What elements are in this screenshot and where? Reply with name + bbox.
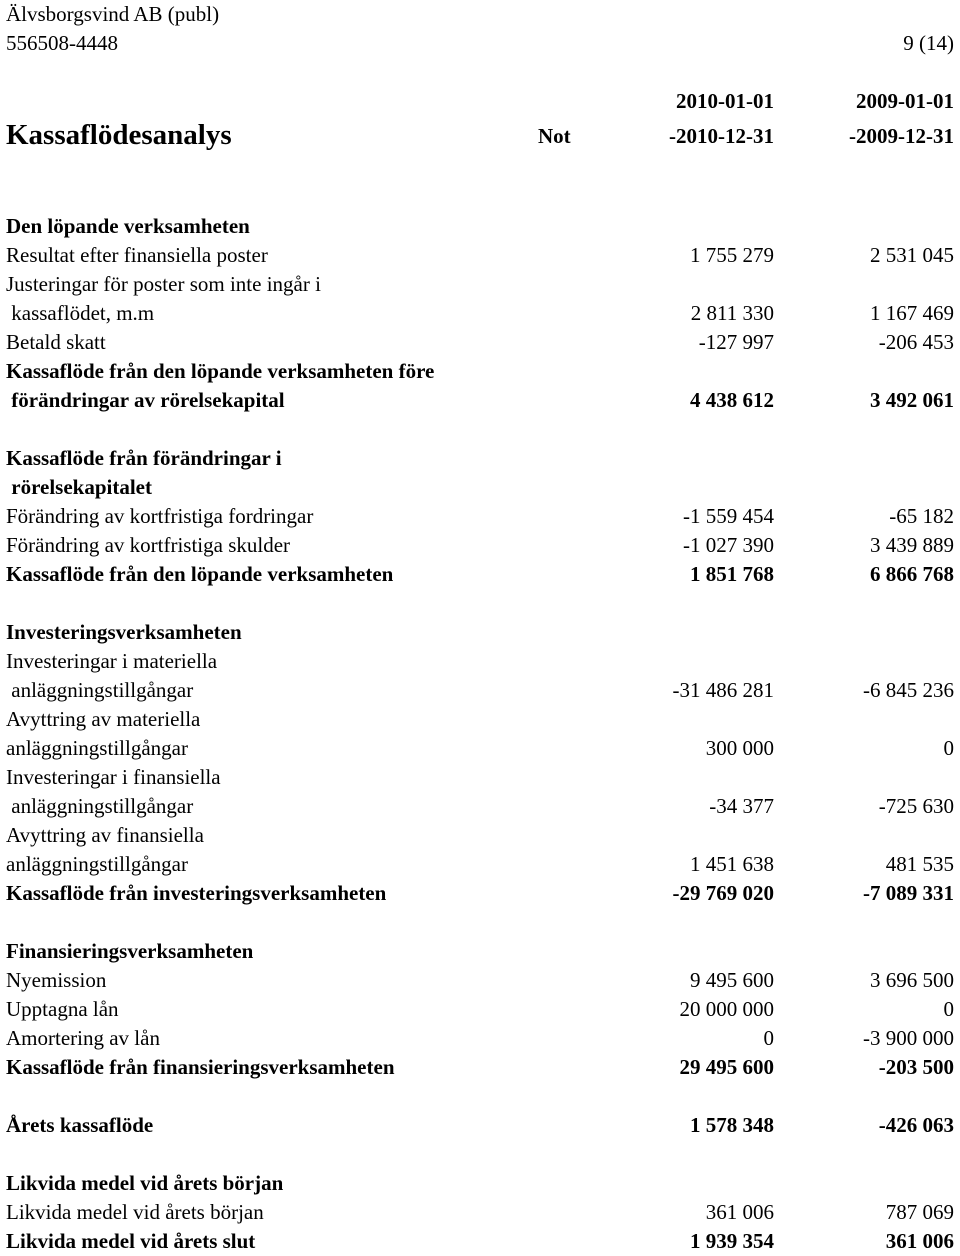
note-column-header: Not <box>538 124 571 148</box>
row-label: Justeringar för poster som inte ingår i <box>6 272 321 296</box>
value-2009: -3 900 000 <box>863 1026 954 1050</box>
value-2009: 6 866 768 <box>870 562 954 586</box>
value-2009: 361 006 <box>885 1229 954 1253</box>
value-2009: -6 845 236 <box>863 678 954 702</box>
row-label: förändringar av rörelsekapital <box>6 388 285 412</box>
value-2010: 300 000 <box>705 736 774 760</box>
table-row <box>6 1227 954 1256</box>
table-row <box>6 705 954 734</box>
value-2010: 1 939 354 <box>690 1229 774 1253</box>
table-row <box>6 560 954 589</box>
value-2010: 29 495 600 <box>679 1055 774 1079</box>
table-row <box>6 937 954 966</box>
table-row <box>6 821 954 850</box>
table-row <box>6 473 954 502</box>
org-number: 556508-4448 <box>6 31 118 55</box>
table-row <box>6 618 954 647</box>
table-row <box>6 241 954 270</box>
value-2009: -203 500 <box>878 1055 954 1079</box>
table-row <box>6 328 954 357</box>
row-label: kassaflödet, m.m <box>6 301 155 325</box>
value-2009: -426 063 <box>878 1113 954 1137</box>
table-row <box>6 212 954 241</box>
col1-period-end: -2010-12-31 <box>669 124 774 148</box>
row-label: Resultat efter finansiella poster <box>6 243 268 267</box>
table-row <box>6 995 954 1024</box>
table-row <box>6 1024 954 1053</box>
row-label: Investeringar i materiella <box>6 649 218 673</box>
table-row <box>6 850 954 879</box>
col1-period-start: 2010-01-01 <box>676 89 774 113</box>
row-label: Kassaflöde från investeringsverksamheten <box>6 881 387 905</box>
row-label: Investeringar i finansiella <box>6 765 221 789</box>
row-label: anläggningstillgångar <box>6 678 194 702</box>
table-row <box>6 357 954 386</box>
value-2009: 0 <box>943 997 954 1021</box>
row-label: Avyttring av finansiella <box>6 823 204 847</box>
value-2010: 20 000 000 <box>679 997 774 1021</box>
row-label: Avyttring av materiella <box>6 707 201 731</box>
table-row <box>6 1053 954 1082</box>
page-title: Kassaflödesanalys <box>6 119 232 151</box>
value-2010: -31 486 281 <box>672 678 774 702</box>
row-label: Upptagna lån <box>6 997 119 1021</box>
table-row <box>6 1169 954 1198</box>
row-label: Förändring av kortfristiga skulder <box>6 533 291 557</box>
value-2009: 3 439 889 <box>870 533 954 557</box>
table-row <box>6 763 954 792</box>
row-label: Investeringsverksamheten <box>6 620 242 644</box>
value-2010: -29 769 020 <box>672 881 774 905</box>
company-name: Älvsborgsvind AB (publ) <box>6 2 220 26</box>
row-label: Likvida medel vid årets slut <box>6 1229 256 1253</box>
row-label: Likvida medel vid årets början <box>6 1171 284 1195</box>
value-2010: 1 851 768 <box>690 562 774 586</box>
table-row <box>6 966 954 995</box>
row-label: anläggningstillgångar <box>6 736 188 760</box>
table-row <box>6 676 954 705</box>
table-row <box>6 502 954 531</box>
value-2009: 0 <box>943 736 954 760</box>
table-row <box>6 444 954 473</box>
value-2009: 481 535 <box>885 852 954 876</box>
row-label: rörelsekapitalet <box>6 475 152 499</box>
page-number: 9 (14) <box>903 31 954 55</box>
table-row <box>6 386 954 415</box>
table-row <box>6 647 954 676</box>
value-2010: 9 495 600 <box>690 968 774 992</box>
row-label: Kassaflöde från den löpande verksamheten <box>6 562 394 586</box>
row-label: Den löpande verksamheten <box>6 214 250 238</box>
row-label: Kassaflöde från finansieringsverksamheten <box>6 1055 395 1079</box>
row-label: Kassaflöde från den löpande verksamheten före <box>6 359 435 383</box>
value-2010: -1 027 390 <box>683 533 774 557</box>
table-row <box>6 299 954 328</box>
row-label: anläggningstillgångar <box>6 794 194 818</box>
table-row <box>6 879 954 908</box>
row-label: anläggningstillgångar <box>6 852 188 876</box>
row-label: Finansieringsverksamheten <box>6 939 254 963</box>
row-label: Amortering av lån <box>6 1026 160 1050</box>
table-row <box>6 531 954 560</box>
col2-period-end: -2009-12-31 <box>849 124 954 148</box>
value-2009: 787 069 <box>885 1200 954 1224</box>
value-2009: -7 089 331 <box>863 881 954 905</box>
value-2009: 3 696 500 <box>870 968 954 992</box>
table-row <box>6 792 954 821</box>
value-2010: 1 451 638 <box>690 852 774 876</box>
row-label: Kassaflöde från förändringar i <box>6 446 282 470</box>
value-2009: -65 182 <box>889 504 954 528</box>
value-2009: 3 492 061 <box>870 388 954 412</box>
col2-period-start: 2009-01-01 <box>856 89 954 113</box>
row-label: Nyemission <box>6 968 107 992</box>
row-label: Förändring av kortfristiga fordringar <box>6 504 314 528</box>
table-row <box>6 270 954 299</box>
value-2010: 1 578 348 <box>690 1113 774 1137</box>
value-2010: 1 755 279 <box>690 243 774 267</box>
row-label: Likvida medel vid årets början <box>6 1200 264 1224</box>
value-2010: -34 377 <box>709 794 774 818</box>
value-2009: -725 630 <box>878 794 954 818</box>
value-2010: 2 811 330 <box>690 301 774 325</box>
table-row <box>6 1198 954 1227</box>
value-2010: -1 559 454 <box>683 504 774 528</box>
value-2010: 361 006 <box>705 1200 774 1224</box>
value-2009: 2 531 045 <box>870 243 954 267</box>
value-2010: -127 997 <box>698 330 774 354</box>
row-label: Betald skatt <box>6 330 106 354</box>
value-2010: 0 <box>763 1026 774 1050</box>
value-2010: 4 438 612 <box>690 388 774 412</box>
row-label: Årets kassaflöde <box>6 1113 154 1137</box>
value-2009: -206 453 <box>878 330 954 354</box>
table-row <box>6 734 954 763</box>
value-2009: 1 167 469 <box>870 301 954 325</box>
table-row <box>6 1111 954 1140</box>
